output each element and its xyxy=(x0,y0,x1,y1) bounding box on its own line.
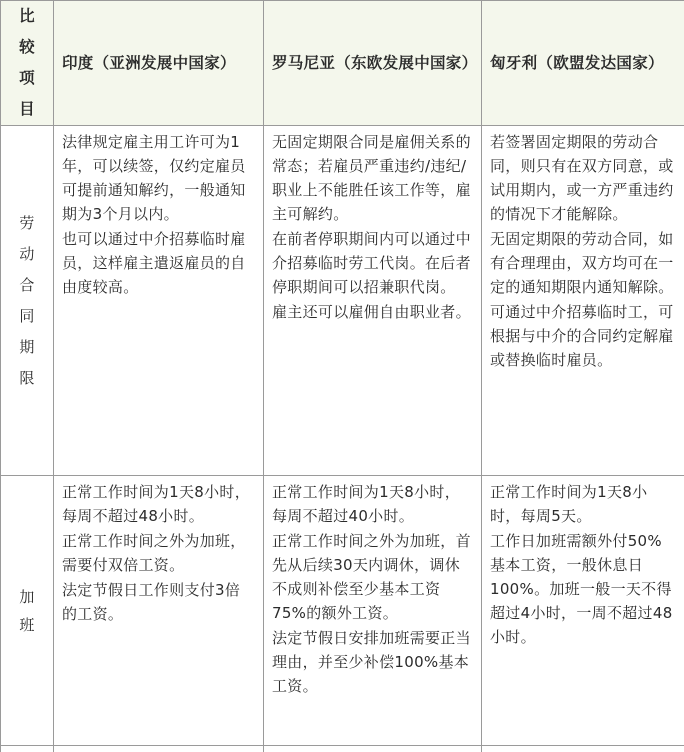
cell-paragraph: 正常工作时间之外为加班，首先从后续30天内调休，调休不成则补偿至少基本工资75%的额外工资。 xyxy=(272,529,473,625)
header-india: 印度（亚洲发展中国家） xyxy=(54,1,264,126)
cell-hungary-overtime xyxy=(482,476,684,746)
cell-hungary-contract xyxy=(482,126,684,476)
cell-paragraph: 可通过中介招募临时工，可根据与中介的合同约定解雇或替换临时雇员。 xyxy=(490,300,676,372)
cell-paragraph: 在前者停职期间内可以通过中介招募临时劳工代岗。在后者停职期间可以招兼职代岗。 xyxy=(272,227,473,299)
cell-romania-overtime xyxy=(264,476,482,746)
cell-paragraph: 正常工作时间为1天8小时，每周5天。 xyxy=(490,480,676,528)
cell-paragraph: 正常工作时间为1天8小时，每周不超过40小时。 xyxy=(272,480,473,528)
row-label-text: 劳动合同期限 xyxy=(19,208,35,394)
table-row xyxy=(1,476,684,746)
row-label-text: 加班 xyxy=(19,583,35,639)
cutoff-cell xyxy=(264,746,482,752)
cell-paragraph: 工作日加班需额外付50%基本工资，一般休息日100%。加班一般一天不得超过4小时，一周不超过48小时。 xyxy=(490,529,676,649)
header-corner-text: 比较项目 xyxy=(19,1,35,125)
cell-paragraph: 法定节假日工作则支付3倍的工资。 xyxy=(62,578,255,626)
cell-romania-contract xyxy=(264,126,482,476)
header-corner xyxy=(1,1,54,126)
header-row xyxy=(1,1,684,126)
cell-india-overtime xyxy=(54,476,264,746)
cell-paragraph: 也可以通过中介招募临时雇员，这样雇主遣返雇员的自由度较高。 xyxy=(62,227,255,299)
header-romania: 罗马尼亚（东欧发展中国家） xyxy=(264,1,482,126)
cell-paragraph: 正常工作时间为1天8小时，每周不超过48小时。 xyxy=(62,480,255,528)
cell-india-contract xyxy=(54,126,264,476)
cell-paragraph: 若签署固定期限的劳动合同，则只有在双方同意，或试用期内，或一方严重违约的情况下才能解除。 xyxy=(490,130,676,226)
row-label-overtime xyxy=(1,476,54,746)
cutoff-cell xyxy=(1,746,54,752)
cell-paragraph: 法定节假日安排加班需要正当理由，并至少补偿100%基本工资。 xyxy=(272,626,473,698)
cell-paragraph: 无固定期限合同是雇佣关系的常态；若雇员严重违约/违纪/职业上不能胜任该工作等，雇主可解约。 xyxy=(272,130,473,226)
cell-paragraph: 法律规定雇主用工许可为1年，可以续签，仅约定雇员可提前通知解约，一般通知期为3个月以内。 xyxy=(62,130,255,226)
cell-paragraph: 无固定期限的劳动合同，如有合理理由，双方均可在一定的通知期限内通知解除。 xyxy=(490,227,676,299)
cutoff-cell xyxy=(54,746,264,752)
table-row-cutoff xyxy=(1,746,684,752)
row-label-contract xyxy=(1,126,54,476)
cell-paragraph: 正常工作时间之外为加班，需要付双倍工资。 xyxy=(62,529,255,577)
cutoff-cell xyxy=(482,746,684,752)
cell-paragraph: 雇主还可以雇佣自由职业者。 xyxy=(272,300,473,324)
header-hungary: 匈牙利（欧盟发达国家） xyxy=(482,1,684,126)
table-row xyxy=(1,126,684,476)
